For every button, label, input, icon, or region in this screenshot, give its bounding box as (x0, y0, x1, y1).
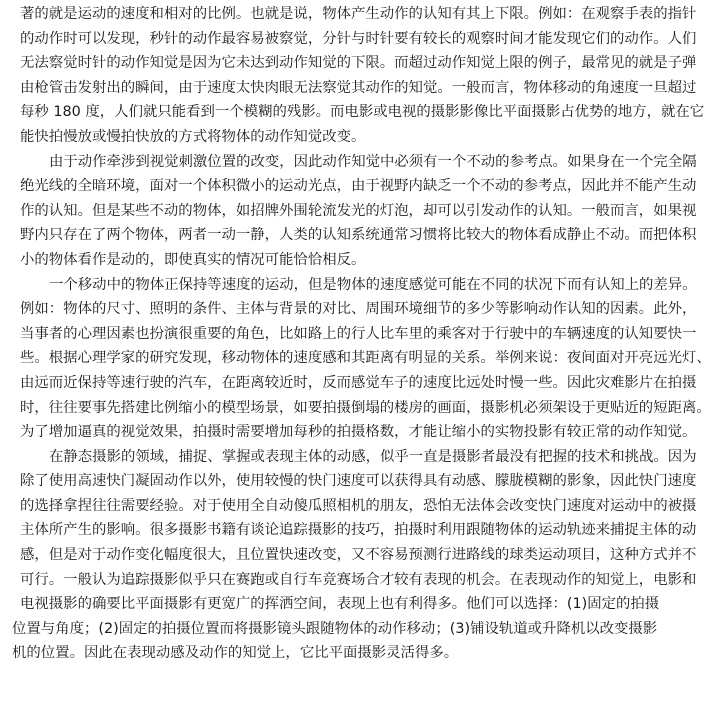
text-line: 由枪管击发射出的瞬间，由于速度太快肉眼无法察觉其动作的知觉。一般而言，物体移动的角速度一旦超过 (20, 79, 697, 96)
text-line: 由于动作牵涉到视觉刺激位置的改变，因此动作知觉中必须有一个不动的参考点。如果身在一个完全隔 (49, 153, 697, 170)
text-line: 的选择拿捏往往需要经验。对于使用全自动傻瓜照相机的朋友，恐怕无法体会改变快门速度对运动中的被摄 (20, 497, 697, 514)
text-line: 当事者的心理因素也扮演很重要的角色，比如路上的行人比车里的乘客对于行驶中的车辆速度的认知要快一 (20, 325, 697, 342)
text-line: 无法察觉时针的动作知觉是因为它未达到动作知觉的下限。而超过动作知觉上限的例子，最常见的就是子弹 (20, 55, 697, 72)
text-line: 每秒 180 度，人们就只能看到一个模糊的残影。而电影或电视的摄影影像比平面摄影占优势的地方，就在它 (20, 104, 705, 121)
document-page (12, 2, 711, 666)
text-line: 机的位置。因此在表现动感及动作的知觉上，它比平面摄影灵活得多。 (12, 645, 459, 662)
text-line: 时，往往要事先搭建比例缩小的模型场景，如要拍摄倒塌的楼房的画面，摄影机必须架设于更贴近的短距离。 (20, 399, 711, 416)
text-line: 在静态摄影的领域，捕捉、掌握或表现主体的动感，似乎一直是摄影者最没有把握的技术和挑战。因为 (49, 448, 697, 465)
text-line: 为了增加逼真的视觉效果，拍摄时需要增加每秒的拍摄格数，才能让缩小的实物投影有较正常的动作知觉。 (20, 424, 697, 441)
paragraph-camera-options (12, 617, 684, 666)
text-line: 作的认知。但是某些不动的物体，如招牌外围轮流发光的灯泡，却可以引发动作的认知。一般而言，如果视 (20, 202, 697, 219)
text-line: 感，但是对于动作变化幅度很大，且位置快速改变，又不容易预测行进路线的球类运动项目，这种方式并不 (20, 547, 697, 564)
paragraph-still-photography (20, 445, 697, 617)
paragraph-reference-point (20, 150, 697, 273)
text-line: 些。根据心理学家的研究发现，移动物体的速度感和其距离有明显的关系。举例来说：夜间面对开亮远光灯、 (20, 350, 711, 367)
text-line: 绝光线的全暗环境，面对一个体积微小的运动光点，由于视野内缺乏一个不动的参考点，因此并不能产生动 (20, 178, 697, 195)
text-line: 主体所产生的影响。很多摄影书籍有谈论追踪摄影的技巧，拍摄时利用跟随物体的运动轨迹来捕捉主体的动 (20, 522, 697, 539)
text-line: 野内只存在了两个物体，两者一动一静，人类的认知系统通常习惯将比较大的物体看成静止不动。而把体积 (20, 227, 697, 244)
text-line: 一个移动中的物体正保持等速度的运动，但是物体的速度感觉可能在不同的状况下而有认知上的差异。 (49, 276, 697, 293)
text-line: 小的物体看作是动的，即使真实的情况可能恰恰相反。 (20, 251, 366, 268)
text-line: 除了使用高速快门凝固动作以外，使用较慢的快门速度可以获得具有动感、朦胧模糊的影象，因此快门速度 (20, 473, 697, 490)
text-line: 由远而近保持等速行驶的汽车，在距离较近时，反而感觉车子的速度比远处时慢一些。因此灾难影片在拍摄 (20, 374, 697, 391)
text-line: 例如：物体的尺寸、照明的条件、主体与背景的对比、周围环境细节的多少等影响动作认知的因素。此外， (20, 301, 697, 318)
text-line: 著的就是运动的速度和相对的比例。也就是说，物体产生动作的认知有其上下限。例如：在观察手表的指针 (20, 6, 697, 22)
paragraph-motion-perception-limits (20, 2, 705, 150)
text-line: 可行。一般认为追踪摄影似乎只在赛跑或自行车竞赛场合才较有表现的机会。在表现动作的知觉上，电影和 (20, 571, 697, 588)
text-line: 的动作时可以发现，秒针的动作最容易被察觉，分针与时针要有较长的观察时间才能发现它们的动作。人们 (20, 30, 697, 47)
text-line: 电视摄影的确要比平面摄影有更宽广的挥洒空间，表现上也有利得多。他们可以选择：(1)固定的拍摄 (20, 596, 660, 613)
text-line: 位置与角度；(2)固定的拍摄位置而将摄影镜头跟随物体的动作移动；(3)铺设轨道或升降机以改变摄影 (12, 620, 658, 637)
text-line: 能快拍慢放或慢拍快放的方式将物体的动作知觉改变。 (20, 128, 366, 145)
paragraph-speed-perception (20, 273, 711, 445)
